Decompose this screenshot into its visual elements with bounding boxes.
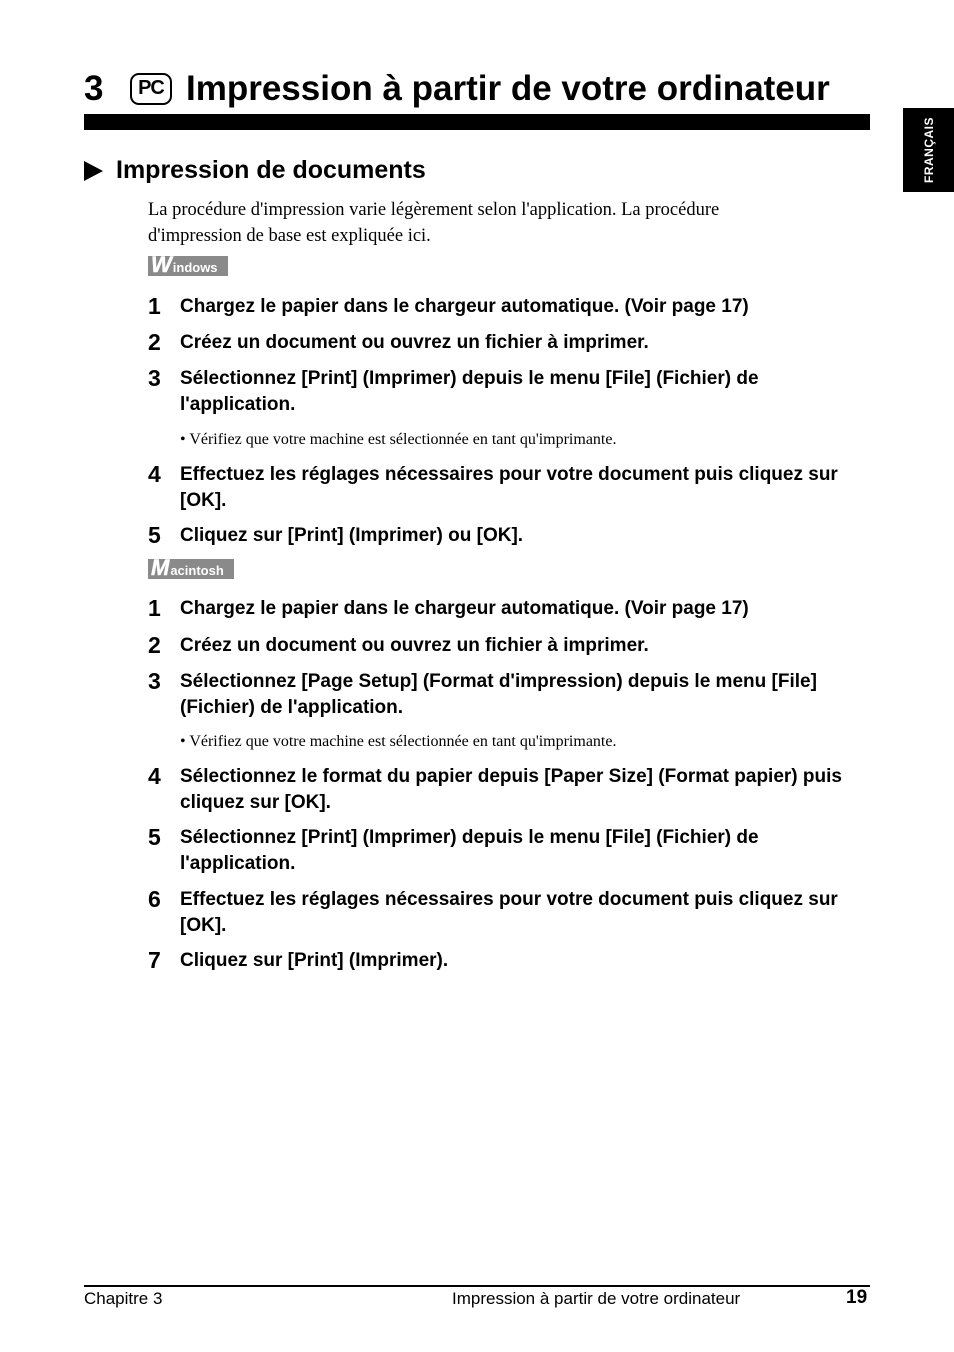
section-heading [84,156,426,185]
macintosh-step [148,948,870,974]
windows-badge-initial: W [151,252,172,277]
macintosh-step [148,764,870,815]
step-number: 3 [148,668,161,694]
step-number: 5 [148,522,161,548]
windows-note: • Vérifiez que votre machine est sélectionnée en tant qu'imprimante. [180,431,617,448]
step-text: Sélectionnez le format du papier depuis [Paper Size] (Format papier) puis cliquez sur [OK]. [180,766,842,813]
section-heading-text: Impression de documents [116,156,426,184]
macintosh-badge [148,555,234,580]
windows-step [148,330,870,356]
step-text: Chargez le papier dans le chargeur automatique. (Voir page 17) [180,598,749,619]
language-tab-label: FRANÇAIS [921,117,936,183]
step-number: 1 [148,595,161,621]
step-text: Créez un document ou ouvrez un fichier à imprimer. [180,635,649,656]
step-text: Créez un document ou ouvrez un fichier à imprimer. [180,332,649,353]
pc-icon: PC [130,73,172,105]
intro-line-2: d'impression de base est expliquée ici. [148,225,431,246]
step-text: Effectuez les réglages nécessaires pour votre document puis cliquez sur [OK]. [180,464,838,511]
chapter-title [84,66,830,112]
macintosh-badge-initial: M [151,555,170,580]
macintosh-step [148,596,870,622]
step-number: 4 [148,763,161,789]
section-intro [148,198,848,249]
step-text: Cliquez sur [Print] (Imprimer). [180,950,449,971]
chapter-title-text: Impression à partir de votre ordinateur [186,69,830,108]
step-number: 2 [148,329,161,355]
windows-step [148,462,870,513]
footer-chapter: Chapitre 3 [84,1289,163,1308]
step-text: Sélectionnez [Page Setup] (Format d'impression) depuis le menu [File] (Fichier) de l'application. [180,671,817,718]
step-text: Chargez le papier dans le chargeur automatique. (Voir page 17) [180,296,749,317]
title-rule [84,114,870,130]
language-tab [903,108,954,192]
macintosh-note: • Vérifiez que votre machine est sélectionnée en tant qu'imprimante. [180,733,617,750]
step-text: Cliquez sur [Print] (Imprimer) ou [OK]. [180,525,524,546]
step-number: 2 [148,632,161,658]
windows-step [148,294,870,320]
triangle-bullet-icon [84,161,103,181]
macintosh-step [148,825,870,876]
macintosh-badge-text: acintosh [170,563,224,578]
footer-title: Impression à partir de votre ordinateur [452,1289,741,1308]
step-text: Sélectionnez [Print] (Imprimer) depuis le menu [File] (Fichier) de l'application. [180,368,759,415]
step-number: 1 [148,293,161,319]
step-number: 7 [148,947,161,973]
windows-step [148,366,870,417]
macintosh-step [148,669,870,720]
step-text: Sélectionnez [Print] (Imprimer) depuis le menu [File] (Fichier) de l'application. [180,827,759,874]
chapter-number: 3 [84,69,104,108]
windows-badge-text: indows [172,260,218,275]
macintosh-step [148,887,870,938]
step-number: 3 [148,365,161,391]
intro-line-1: La procédure d'impression varie légèrement selon l'application. La procédure [148,200,720,220]
step-number: 6 [148,886,161,912]
step-number: 4 [148,461,161,487]
windows-step [148,523,870,549]
step-number: 5 [148,824,161,850]
macintosh-step [148,633,870,659]
footer-rule [84,1285,870,1287]
step-text: Effectuez les réglages nécessaires pour votre document puis cliquez sur [OK]. [180,889,838,936]
page-number: 19 [846,1287,868,1308]
windows-badge [148,252,228,277]
